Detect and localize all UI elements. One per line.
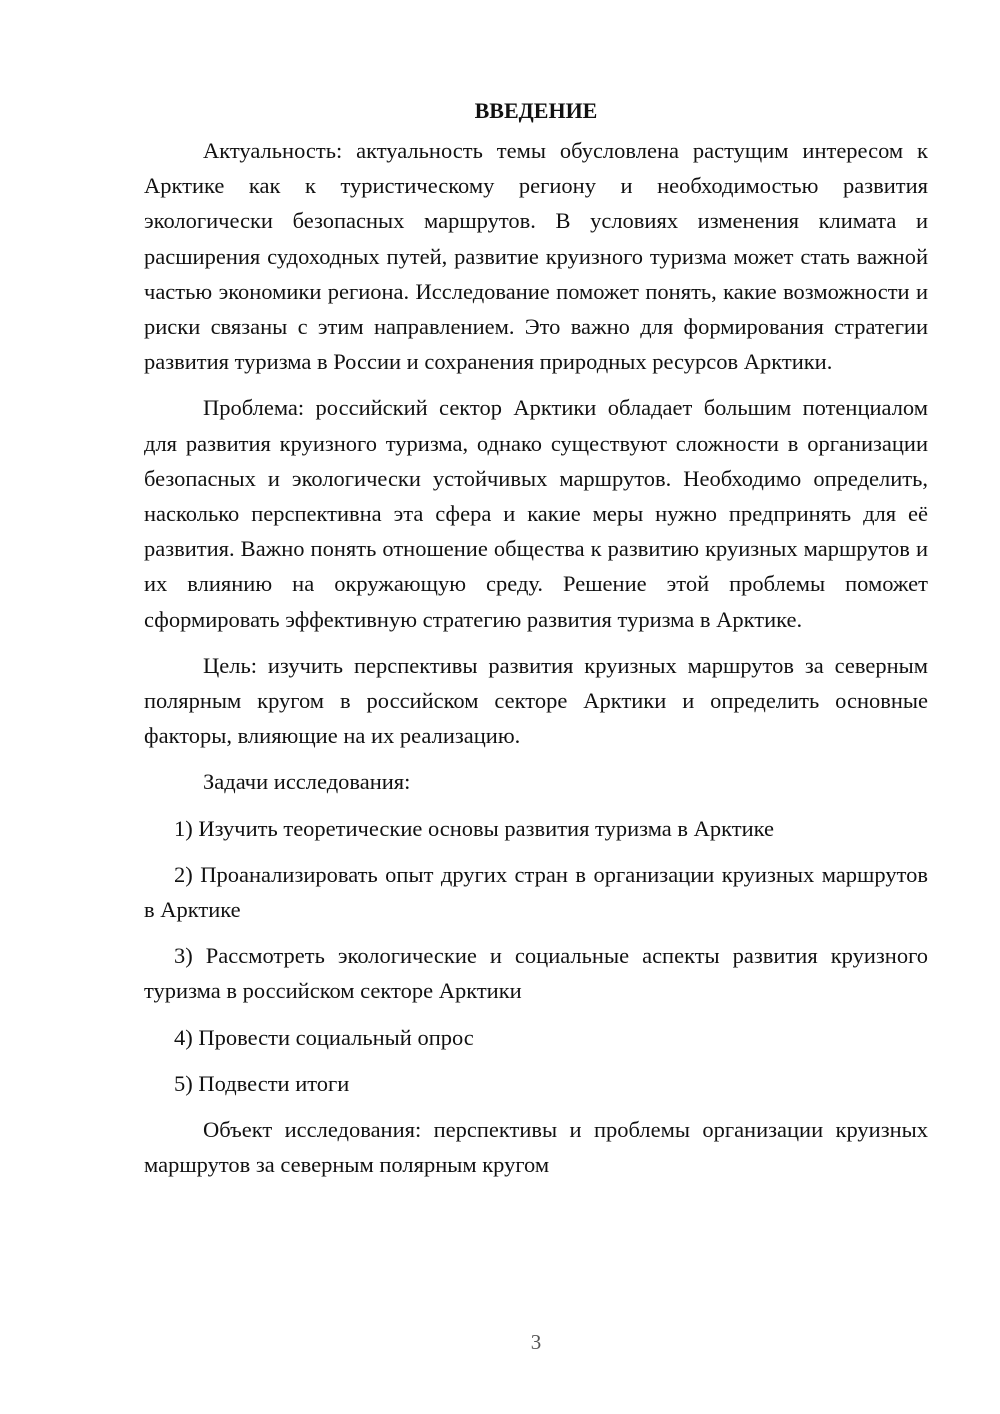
document-page — [144, 97, 928, 1193]
task-item: 4) Провести социальный опрос — [174, 1024, 474, 1050]
problem-paragraph: Проблема: российский сектор Арктики обладает большим потенциалом для развития круизного туризма, однако существуют сложности в организации безопасных и экологически устойчивых маршрутов. Необходимо определить, насколько перспективна эта сфера и какие меры нужно предпринять для её развития. Важно понять отношение общества к развитию круизных маршрутов и их влиянию на окружающую среду. Решение этой проблемы поможет сформировать эффективную стратегию развития туризма в Арктике. — [144, 395, 928, 632]
task-item: 1) Изучить теоретические основы развития туризма в Арктике — [174, 815, 775, 841]
relevance-paragraph: Актуальность: актуальность темы обусловлена растущим интересом к Арктике как к туристическому региону и необходимостью развития экологически безопасных маршрутов. В условиях изменения климата и расширения судоходных путей, развитие круизного туризма может стать важной частью экономики региона. Исследование поможет понять, какие возможности и риски связаны с этим направлением. Это важно для формирования стратегии развития туризма в России и сохранения природных ресурсов Арктики. — [144, 138, 928, 375]
task-item: 5) Подвести итоги — [174, 1070, 350, 1096]
tasks-intro: Задачи исследования: — [203, 769, 411, 795]
task-item: 2) Проанализировать опыт других стран в организации круизных маршрутов в Арктике — [144, 861, 928, 923]
tasks-list — [144, 811, 928, 1101]
object-paragraph: Объект исследования: перспективы и проблемы организации круизных маршрутов за северным полярным кругом — [144, 1117, 928, 1178]
section-heading: ВВЕДЕНИЕ — [474, 98, 598, 123]
task-item: 3) Рассмотреть экологические и социальные аспекты развития круизного туризма в российском секторе Арктики — [144, 943, 928, 1004]
goal-paragraph: Цель: изучить перспективы развития круизных маршрутов за северным полярным кругом в российском секторе Арктики и определить основные факторы, влияющие на их реализацию. — [144, 652, 928, 749]
page-number: 3 — [530, 1330, 542, 1354]
